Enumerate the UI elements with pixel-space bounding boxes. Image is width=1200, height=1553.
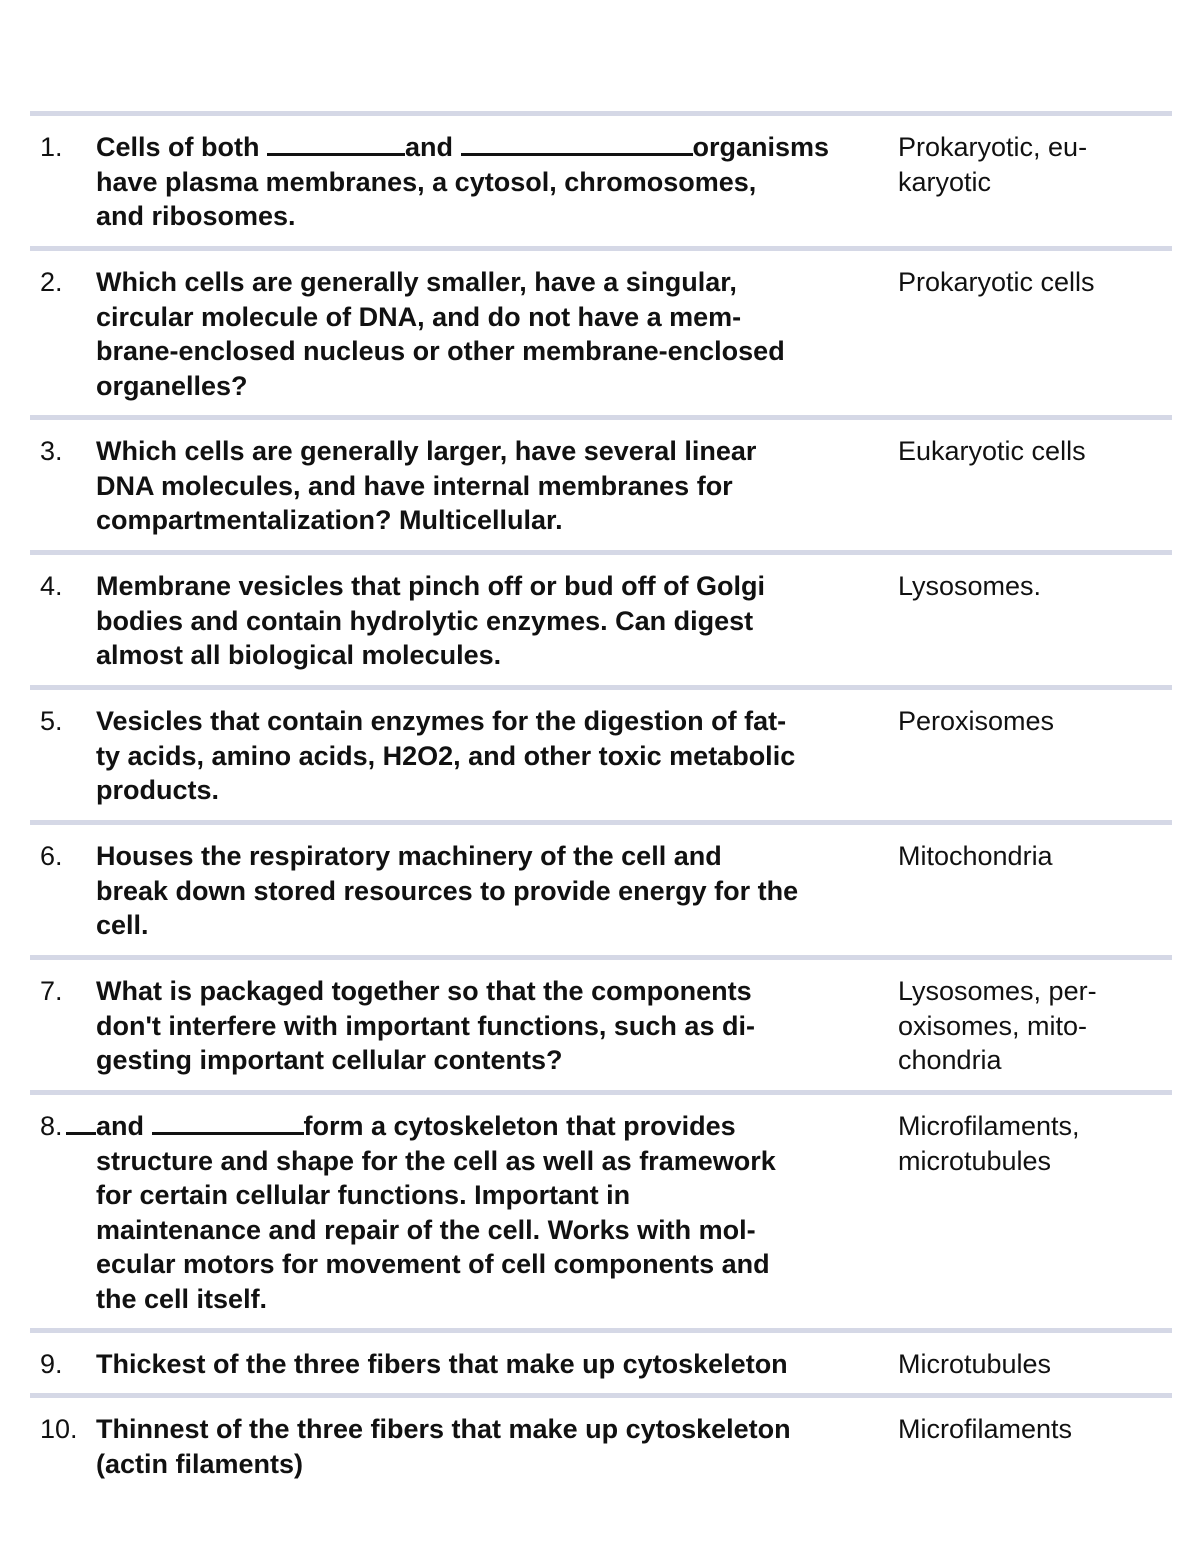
- card-number: 8.: [40, 1111, 63, 1141]
- card-number: 3.: [40, 436, 63, 466]
- flashcard-1: [30, 111, 1172, 246]
- card-definition: Prokaryotic, eu- karyotic: [898, 132, 1088, 197]
- flashcard-10: [30, 1393, 1172, 1493]
- flashcard-4: [30, 550, 1172, 685]
- flashcard-6: [30, 820, 1172, 955]
- card-definition: Lysosomes, per- oxisomes, mito- chondria: [898, 976, 1097, 1075]
- flashcard-list: [30, 111, 1172, 1493]
- flashcard-5: [30, 685, 1172, 820]
- card-definition: Lysosomes.: [898, 571, 1042, 601]
- card-definition: Microfilaments: [898, 1414, 1073, 1444]
- term-text: and: [96, 1111, 152, 1141]
- term-text: organisms have plasma membranes, a cytosol, chromosomes, and ribosomes.: [96, 132, 830, 231]
- card-number: 10.: [40, 1414, 78, 1444]
- card-number: 2.: [40, 267, 63, 297]
- card-number: 9.: [40, 1349, 63, 1379]
- fill-in-blank: [267, 133, 405, 156]
- fill-in-blank: [152, 1112, 304, 1135]
- card-term: Vesicles that contain enzymes for the digestion of fat- ty acids, amino acids, H2O2, and other toxic metabolic products.: [96, 706, 796, 805]
- term-text: form a cytoskeleton that provides structure and shape for the cell as well as framework for certain cellular functions. Important in maintenance and repair of the cell. Works with mol- ecular motors for movement of cell components and the cell itself.: [96, 1111, 776, 1314]
- card-number: 6.: [40, 841, 63, 871]
- card-definition: Mitochondria: [898, 841, 1053, 871]
- flashcard-2: [30, 246, 1172, 415]
- term-text: Cells of both: [96, 132, 267, 162]
- card-definition: Prokaryotic cells: [898, 267, 1095, 297]
- card-definition: Peroxisomes: [898, 706, 1055, 736]
- flashcard-3: [30, 415, 1172, 550]
- fill-in-blank: [66, 1112, 96, 1135]
- fill-in-blank: [461, 133, 693, 156]
- card-term: Which cells are generally smaller, have a singular, circular molecule of DNA, and do not have a mem- brane-enclosed nucleus or other membrane-enclosed organelles?: [96, 267, 785, 401]
- term-text: and: [405, 132, 461, 162]
- card-number: 1.: [40, 132, 63, 162]
- card-definition: Microtubules: [898, 1349, 1052, 1379]
- card-term: Houses the respiratory machinery of the cell and break down stored resources to provide energy for the cell.: [96, 841, 799, 940]
- card-term: What is packaged together so that the components don't interfere with important functions, such as di- gesting important cellular contents?: [96, 976, 755, 1075]
- card-term: Membrane vesicles that pinch off or bud off of Golgi bodies and contain hydrolytic enzymes. Can digest almost all biological molecules.: [96, 571, 766, 670]
- card-term: Thinnest of the three fibers that make up cytoskeleton (actin filaments): [96, 1414, 791, 1479]
- flashcard-8: [30, 1090, 1172, 1328]
- card-term: Thickest of the three fibers that make up cytoskeleton: [96, 1349, 788, 1379]
- flashcard-7: [30, 955, 1172, 1090]
- card-number: 4.: [40, 571, 63, 601]
- card-definition: Microfilaments, microtubules: [898, 1111, 1080, 1176]
- flashcard-9: [30, 1328, 1172, 1393]
- card-term: [96, 1109, 896, 1316]
- card-term: Which cells are generally larger, have several linear DNA molecules, and have internal membranes for compartmentalization? Multicellular.: [96, 436, 757, 535]
- card-number: 7.: [40, 976, 63, 1006]
- card-number: 5.: [40, 706, 63, 736]
- card-term: [96, 130, 896, 234]
- card-definition: Eukaryotic cells: [898, 436, 1086, 466]
